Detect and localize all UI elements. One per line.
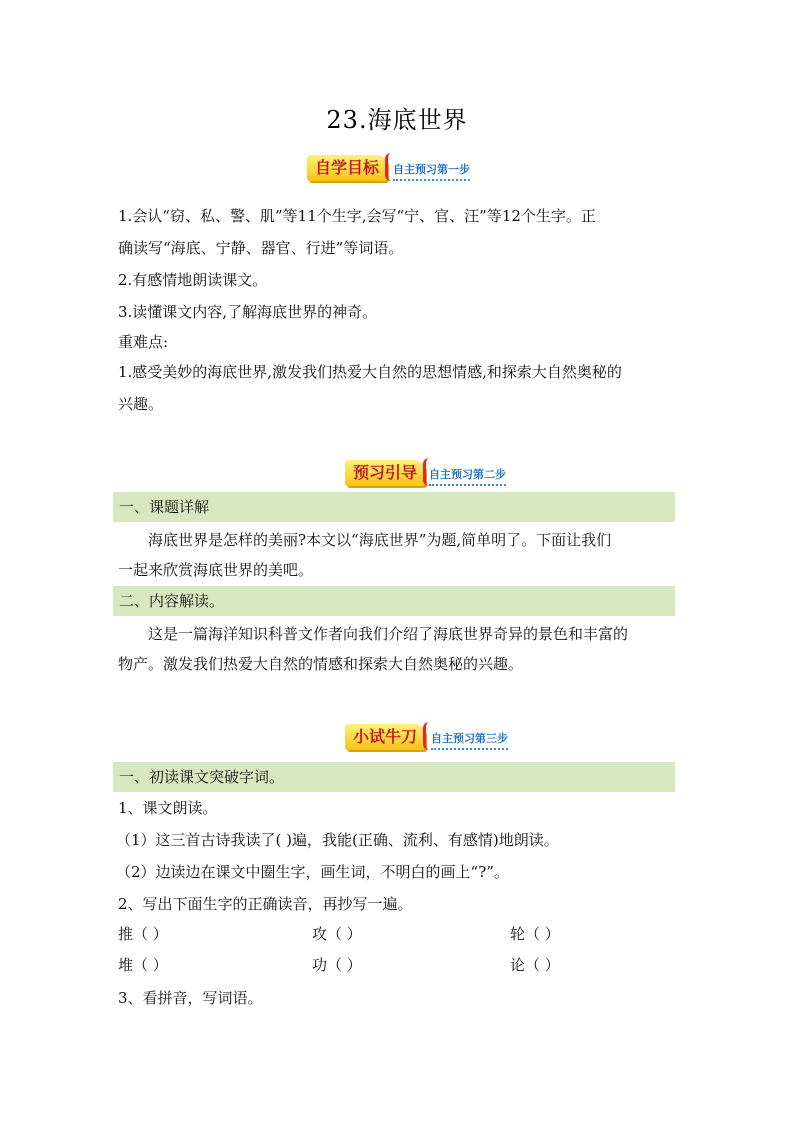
paragraph-line: 一起来欣赏海底世界的美吧。 xyxy=(118,561,314,579)
page-title: 23.海底世界 xyxy=(326,106,468,134)
paragraph-line: 海底世界是怎样的美丽?本文以“海底世界”为题,简单明了。下面让我们 xyxy=(148,531,612,549)
badge-small-trial xyxy=(345,724,515,754)
question-line: （1）这三首古诗我读了( )遍，我能(正确、流利、有感情)地朗读。 xyxy=(116,831,559,849)
char-blank: 堆（ ） xyxy=(118,956,168,974)
badge-sub-label: 自主预习第二步 xyxy=(429,466,506,486)
focus-heading: 重难点: xyxy=(118,333,169,351)
badge-main-label: 自学目标 xyxy=(307,155,387,181)
badge-self-study-goal xyxy=(307,155,470,185)
goal-line: 1.会认“窃、私、警、肌”等11个生字,会写“宁、官、汪”等12个生字。正 xyxy=(118,207,596,225)
badge-main-label: 预习引导 xyxy=(345,460,425,486)
goal-line: 3.读懂课文内容,了解海底世界的神奇。 xyxy=(118,303,378,321)
paragraph-line: 物产。激发我们热爱大自然的情感和探索大自然奥秘的兴趣。 xyxy=(118,655,524,673)
badge-sub-label: 自主预习第三步 xyxy=(431,730,508,750)
badge-main-label: 小试牛刀 xyxy=(345,724,425,750)
badge-sub-label: 自主预习第一步 xyxy=(393,161,470,181)
goal-line: 兴趣。 xyxy=(118,395,164,413)
char-blank: 攻（ ） xyxy=(312,925,362,943)
section-header-content-explain: 二、内容解读。 xyxy=(113,586,675,616)
char-blank: 推（ ） xyxy=(118,925,168,943)
badge-preview-guide xyxy=(345,460,505,490)
question-line: 2、写出下面生字的正确读音，再抄写一遍。 xyxy=(118,895,413,913)
section-header-first-read: 一、初读课文突破字词。 xyxy=(113,762,675,792)
section-header-title-explain: 一、课题详解 xyxy=(113,492,675,522)
char-blank: 论（ ） xyxy=(510,956,560,974)
char-blank: 轮（ ） xyxy=(510,925,560,943)
question-line: 1、课文朗读。 xyxy=(118,799,218,817)
goal-line: 确读写“海底、宁静、器官、行进”等词语。 xyxy=(118,239,404,257)
question-line: 3、看拼音，写词语。 xyxy=(118,989,263,1007)
char-blank: 功（ ） xyxy=(312,956,362,974)
question-line: （2）边读边在课文中圈生字，画生词，不明白的画上“?”。 xyxy=(116,863,509,881)
goal-line: 1.感受美妙的海底世界,激发我们热爱大自然的思想情感,和探索大自然奥秘的 xyxy=(118,363,622,381)
paragraph-line: 这是一篇海洋知识科普文作者向我们介绍了海底世界奇异的景色和丰富的 xyxy=(148,625,629,643)
goal-line: 2.有感情地朗读课文。 xyxy=(118,271,268,289)
